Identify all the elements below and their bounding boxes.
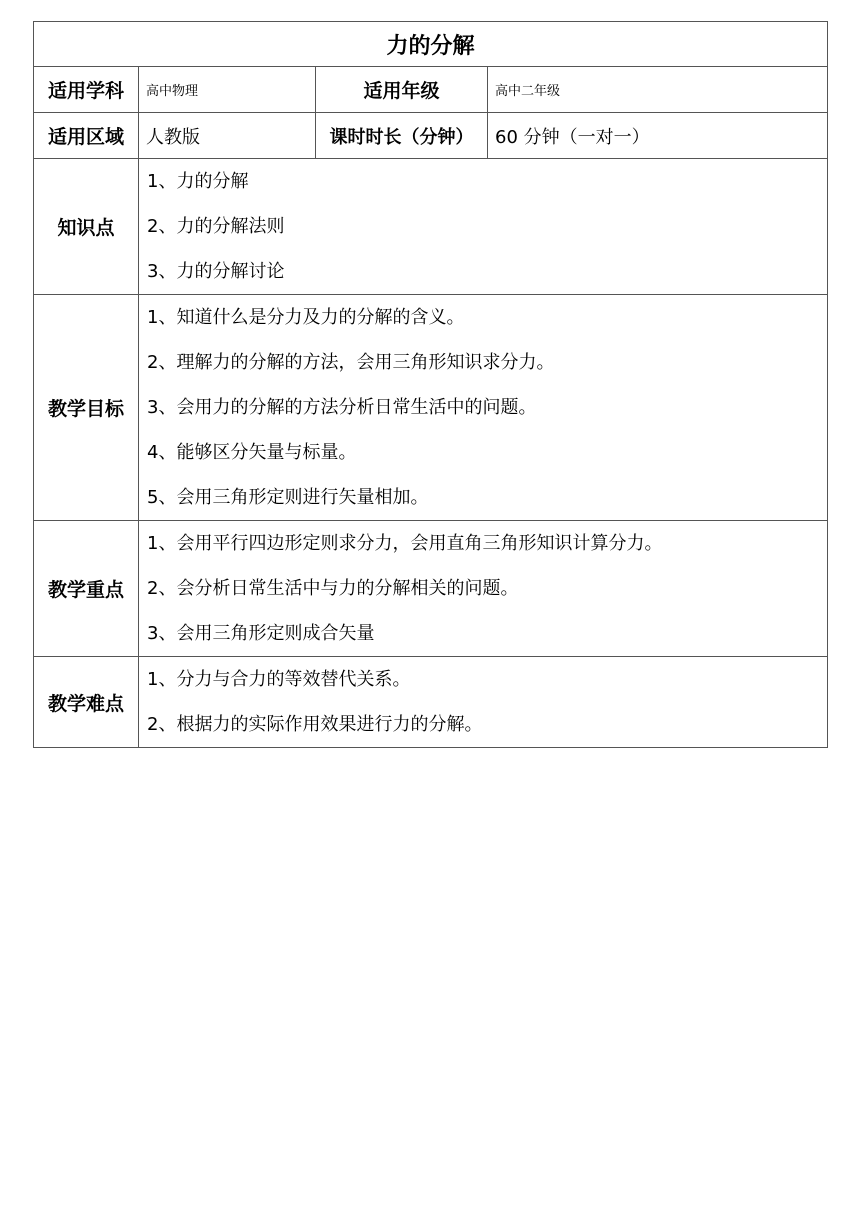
list-item: 4、能够区分矢量与标量。 — [147, 442, 357, 463]
duration-value: 60 分钟（一对一） — [488, 113, 828, 159]
section-difficult-points — [34, 657, 828, 748]
section-items — [139, 521, 828, 657]
duration-label: 课时时长（分钟） — [316, 113, 488, 159]
region-label: 适用区域 — [34, 113, 139, 159]
document-title: 力的分解 — [34, 22, 828, 67]
list-item: 1、知道什么是分力及力的分解的含义。 — [147, 307, 465, 328]
section-label: 知识点 — [34, 159, 139, 295]
list-item: 1、力的分解 — [147, 171, 249, 192]
section-key-points — [34, 521, 828, 657]
grade-value: 高中二年级 — [488, 67, 828, 113]
section-knowledge-points — [34, 159, 828, 295]
list-item: 1、分力与合力的等效替代关系。 — [147, 669, 411, 690]
section-items — [139, 657, 828, 748]
section-teaching-goals — [34, 295, 828, 521]
grade-label: 适用年级 — [316, 67, 488, 113]
list-item: 2、会分析日常生活中与力的分解相关的问题。 — [147, 578, 519, 599]
list-item: 3、力的分解讨论 — [147, 261, 285, 282]
section-items — [139, 295, 828, 521]
section-label: 教学重点 — [34, 521, 139, 657]
list-item: 2、理解力的分解的方法，会用三角形知识求分力。 — [147, 352, 555, 373]
list-item: 5、会用三角形定则进行矢量相加。 — [147, 487, 429, 508]
list-item: 1、会用平行四边形定则求分力，会用直角三角形知识计算分力。 — [147, 533, 663, 554]
section-label: 教学目标 — [34, 295, 139, 521]
section-label: 教学难点 — [34, 657, 139, 748]
section-items — [139, 159, 828, 295]
subject-value: 高中物理 — [139, 67, 316, 113]
list-item: 2、力的分解法则 — [147, 216, 285, 237]
list-item: 3、会用力的分解的方法分析日常生活中的问题。 — [147, 397, 537, 418]
subject-label: 适用学科 — [34, 67, 139, 113]
list-item: 2、根据力的实际作用效果进行力的分解。 — [147, 714, 483, 735]
lesson-plan-table — [33, 21, 828, 748]
list-item: 3、会用三角形定则成合矢量 — [147, 623, 375, 644]
region-value: 人教版 — [139, 113, 316, 159]
